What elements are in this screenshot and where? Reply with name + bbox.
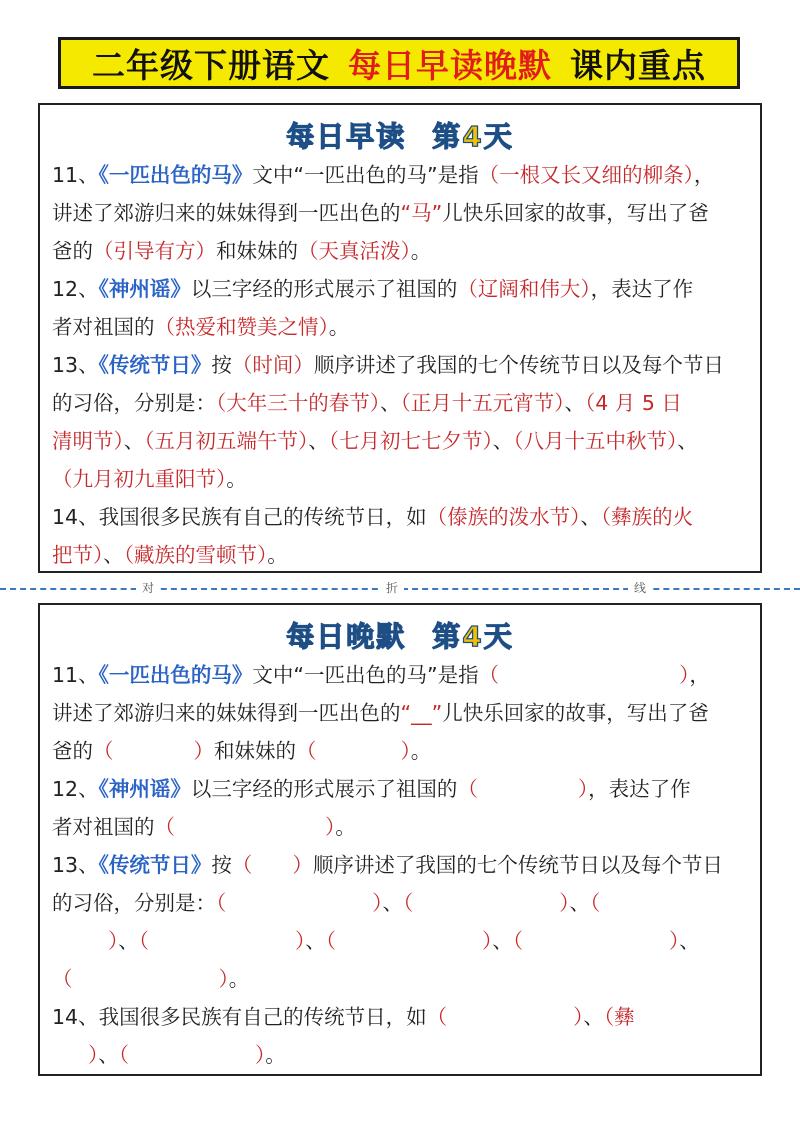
evening-day-label: 第4天: [432, 620, 514, 653]
evening-q11-line2: 讲述了郊游归来的妹妹得到一匹出色的“__”儿快乐回家的故事，写出了爸: [52, 701, 709, 725]
morning-title-label: 每日早读: [286, 120, 407, 153]
book-title: 《一匹出色的马》: [98, 663, 253, 687]
answer: 把节）: [52, 543, 104, 567]
morning-q12-line2: 者对祖国的（热爱和赞美之情）。: [52, 315, 350, 339]
answer: （一根又长又细的柳条）: [478, 163, 694, 187]
morning-content: [52, 156, 750, 574]
answer: （辽阔和伟大）: [457, 277, 591, 301]
evening-q11-line3: 爸的（ ）和妹妹的（ ）。: [52, 739, 432, 763]
fold-label-1: 对: [136, 579, 160, 596]
evening-content: [52, 656, 750, 1074]
evening-title: [40, 615, 760, 655]
book-title: 《神州谣》: [98, 777, 191, 801]
book-title: 《传统节日》: [98, 853, 212, 877]
book-title: 《一匹出色的马》: [98, 163, 253, 187]
answer: （大年三十的春节）: [216, 391, 380, 415]
fold-label-3: 线: [628, 579, 652, 596]
answer: （藏族的雪顿节）: [123, 543, 268, 567]
book-title: 《传统节日》: [98, 353, 212, 377]
answer: （傣族的泼水节）: [426, 505, 581, 529]
evening-q13-line2: 的习俗，分别是：（ ）、（ ）、（: [52, 891, 601, 915]
answer-hint: 彝: [614, 1005, 635, 1029]
answer: （引导有方）: [93, 239, 216, 263]
morning-q14-line2: 把节）、（藏族的雪顿节）。: [52, 543, 288, 567]
evening-q12-line1: 12、《神州谣》以三字经的形式展示了祖国的（ ），表达了作: [52, 777, 691, 801]
answer: （五月初五端午节）: [144, 429, 309, 453]
evening-q13-line1: 13、《传统节日》按（ ）顺序讲述了我国的七个传统节日以及每个节日: [52, 853, 723, 877]
morning-q13-line4: （九月初九重阳节）。: [52, 467, 247, 491]
evening-q14-line1: 14、我国很多民族有自己的传统节日，如（ ）、（彝: [52, 1005, 635, 1029]
answer: “马”: [400, 201, 443, 225]
banner-routine: 每日早读晚默: [348, 45, 552, 85]
evening-q13-line3: ）、（ ）、（ ）、（ ）、: [108, 929, 700, 953]
morning-q11-line2: 讲述了郊游归来的妹妹得到一匹出色的“马”儿快乐回家的故事，写出了爸: [52, 201, 709, 225]
morning-title: [40, 115, 760, 155]
evening-q11-line1: 11、《一匹出色的马》文中“一匹出色的马”是指（ ），: [52, 663, 710, 687]
answer: （4 月 5 日: [585, 391, 682, 415]
morning-q12-line1: 12、《神州谣》以三字经的形式展示了祖国的（辽阔和伟大），表达了作: [52, 277, 694, 301]
evening-title-label: 每日晚默: [286, 620, 407, 653]
evening-dictation-panel: [38, 603, 762, 1076]
page-banner: [58, 37, 740, 89]
morning-day-label: 第4天: [432, 120, 514, 153]
answer: （天真活泼）: [298, 239, 411, 263]
morning-q14-line1: 14、我国很多民族有自己的传统节日，如（傣族的泼水节）、（彝族的火: [52, 505, 694, 529]
morning-q13-line1: 13、《传统节日》按（时间）顺序讲述了我国的七个传统节日以及每个节日: [52, 353, 724, 377]
book-title: 《神州谣》: [98, 277, 191, 301]
evening-q14-line2: ）、（ ）。: [88, 1043, 286, 1067]
morning-q13-line2: 的习俗，分别是：（大年三十的春节）、（正月十五元宵节）、（4 月 5 日: [52, 391, 682, 415]
answer: （时间）: [231, 353, 314, 377]
evening-q12-line2: 者对祖国的（ ）。: [52, 815, 356, 839]
morning-q13-line3: 清明节）、（五月初五端午节）、（七月初七七夕节）、（八月十五中秋节）、: [52, 429, 698, 453]
evening-q13-line4: （ ）。: [52, 967, 250, 991]
answer-blank[interactable]: “__”: [400, 701, 443, 725]
morning-q11-line3: 爸的（引导有方）和妹妹的（天真活泼）。: [52, 239, 432, 263]
banner-focus: 课内重点: [570, 45, 706, 85]
morning-reading-panel: [38, 103, 762, 573]
answer: （正月十五元宵节）: [400, 391, 565, 415]
answer: （七月初七七夕节）: [328, 429, 493, 453]
answer: （九月初九重阳节）: [52, 467, 227, 491]
answer: （八月十五中秋节）: [513, 429, 678, 453]
morning-q11-line1: 11、《一匹出色的马》文中“一匹出色的马”是指（一根又长又细的柳条），: [52, 163, 715, 187]
answer: （彝族的火: [600, 505, 694, 529]
banner-grade: 二年级下册语文: [92, 45, 330, 85]
answer: 清明节）: [52, 429, 124, 453]
answer: （热爱和赞美之情）: [154, 315, 329, 339]
fold-label-2: 折: [380, 579, 404, 596]
